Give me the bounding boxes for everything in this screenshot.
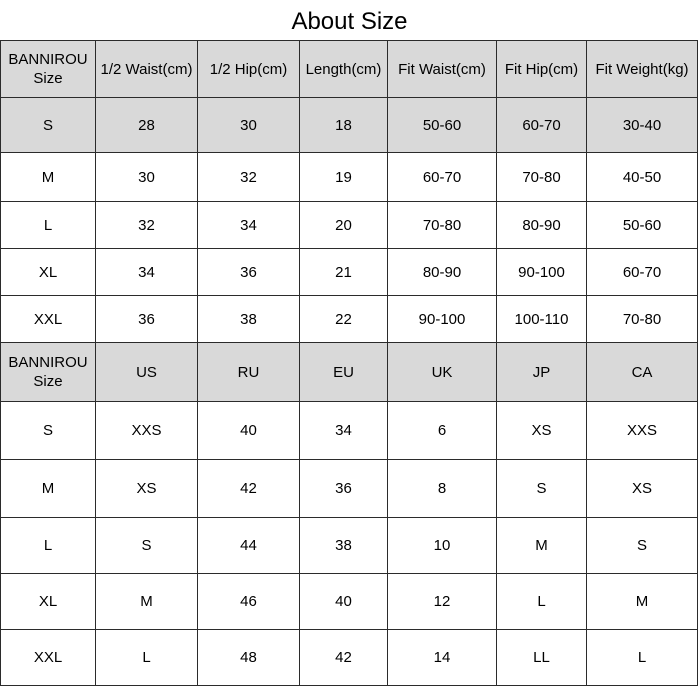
uk-header: UK — [388, 343, 497, 402]
table-cell: LL — [497, 630, 587, 686]
table-cell: L — [497, 574, 587, 630]
table-cell: 100-110 — [497, 296, 587, 343]
table-cell: 40-50 — [587, 153, 698, 202]
table-row — [1, 153, 698, 202]
table-cell: XXS — [587, 402, 698, 460]
table-cell: L — [1, 202, 96, 249]
table-cell: 32 — [96, 202, 198, 249]
table-cell: L — [1, 518, 96, 574]
table-row — [1, 296, 698, 343]
table-cell: M — [497, 518, 587, 574]
table-row — [1, 574, 698, 630]
us-header: US — [96, 343, 198, 402]
table-cell: 10 — [388, 518, 497, 574]
table-cell: 36 — [198, 249, 300, 296]
table-cell: 42 — [198, 460, 300, 518]
table-cell: 60-70 — [587, 249, 698, 296]
table-cell: 90-100 — [497, 249, 587, 296]
page-title: About Size — [291, 8, 408, 35]
table-cell: 30 — [198, 98, 300, 153]
half-hip-header: 1/2 Hip(cm) — [198, 41, 300, 98]
table-cell: 18 — [300, 98, 388, 153]
table-cell: XS — [497, 402, 587, 460]
table-cell: 90-100 — [388, 296, 497, 343]
table-cell: 60-70 — [388, 153, 497, 202]
jp-header: JP — [497, 343, 587, 402]
table-cell: 40 — [198, 402, 300, 460]
table-cell: 34 — [96, 249, 198, 296]
table-cell: M — [587, 574, 698, 630]
brand-size-header: BANNIROU Size — [1, 41, 96, 98]
table-cell: XXL — [1, 296, 96, 343]
table-cell: 34 — [300, 402, 388, 460]
table-cell: XL — [1, 574, 96, 630]
table-cell: 34 — [198, 202, 300, 249]
eu-header: EU — [300, 343, 388, 402]
measurement-header-row — [1, 41, 698, 98]
table-cell: 32 — [198, 153, 300, 202]
fit-hip-header: Fit Hip(cm) — [497, 41, 587, 98]
size-table — [0, 40, 698, 686]
table-cell: S — [1, 402, 96, 460]
ca-header: CA — [587, 343, 698, 402]
table-cell: XS — [96, 460, 198, 518]
table-cell: 14 — [388, 630, 497, 686]
table-cell: 70-80 — [587, 296, 698, 343]
table-cell: 50-60 — [587, 202, 698, 249]
table-cell: S — [96, 518, 198, 574]
table-cell: L — [587, 630, 698, 686]
table-cell: 60-70 — [497, 98, 587, 153]
length-header: Length(cm) — [300, 41, 388, 98]
table-cell: M — [96, 574, 198, 630]
table-cell: 28 — [96, 98, 198, 153]
table-cell: 20 — [300, 202, 388, 249]
table-cell: XS — [587, 460, 698, 518]
ru-header: RU — [198, 343, 300, 402]
table-cell: S — [497, 460, 587, 518]
table-cell: 70-80 — [497, 153, 587, 202]
table-cell: XXL — [1, 630, 96, 686]
table-row — [1, 518, 698, 574]
fit-weight-header: Fit Weight(kg) — [587, 41, 698, 98]
table-cell: 8 — [388, 460, 497, 518]
table-cell: 46 — [198, 574, 300, 630]
conversion-header-row — [1, 343, 698, 402]
table-cell: 50-60 — [388, 98, 497, 153]
fit-waist-header: Fit Waist(cm) — [388, 41, 497, 98]
half-waist-header: 1/2 Waist(cm) — [96, 41, 198, 98]
table-row — [1, 630, 698, 686]
table-cell: 6 — [388, 402, 497, 460]
table-cell: 36 — [300, 460, 388, 518]
table-cell: L — [96, 630, 198, 686]
table-cell: M — [1, 153, 96, 202]
table-cell: 44 — [198, 518, 300, 574]
table-row — [1, 202, 698, 249]
table-row — [1, 98, 698, 153]
table-cell: 36 — [96, 296, 198, 343]
table-cell: S — [587, 518, 698, 574]
table-cell: 12 — [388, 574, 497, 630]
table-cell: S — [1, 98, 96, 153]
table-cell: 30 — [96, 153, 198, 202]
table-cell: 38 — [198, 296, 300, 343]
table-cell: 22 — [300, 296, 388, 343]
table-cell: M — [1, 460, 96, 518]
table-cell: 40 — [300, 574, 388, 630]
table-cell: 19 — [300, 153, 388, 202]
table-cell: 70-80 — [388, 202, 497, 249]
table-row — [1, 402, 698, 460]
table-cell: 30-40 — [587, 98, 698, 153]
table-cell: XXS — [96, 402, 198, 460]
table-row — [1, 249, 698, 296]
brand-size-header: BANNIROU Size — [1, 343, 96, 402]
table-row — [1, 460, 698, 518]
table-cell: 48 — [198, 630, 300, 686]
table-cell: 80-90 — [388, 249, 497, 296]
table-cell: 42 — [300, 630, 388, 686]
table-cell: 80-90 — [497, 202, 587, 249]
table-cell: XL — [1, 249, 96, 296]
table-cell: 38 — [300, 518, 388, 574]
table-cell: 21 — [300, 249, 388, 296]
